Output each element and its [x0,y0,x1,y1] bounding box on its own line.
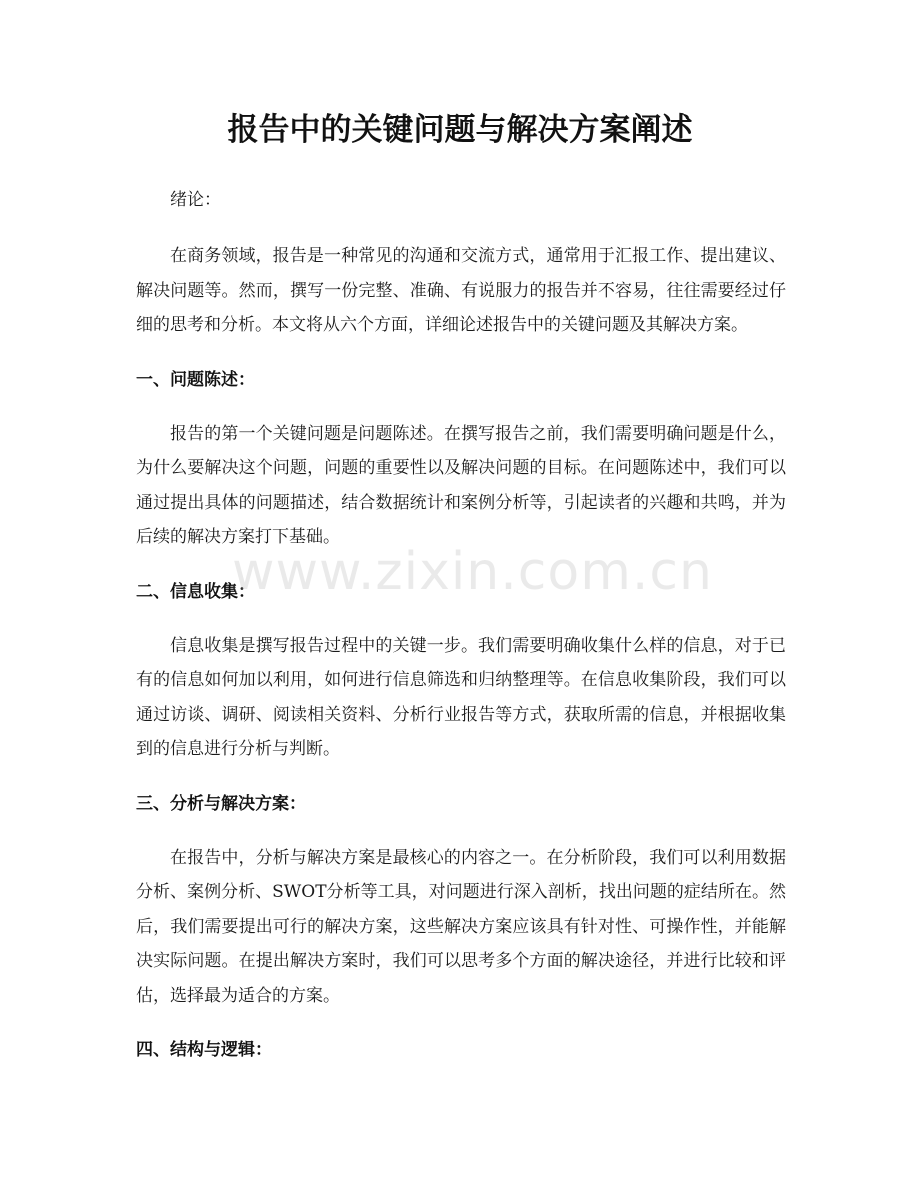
section-heading-information-collection: 二、信息收集： [136,581,255,602]
section-heading-problem-statement: 一、问题陈述： [136,369,255,390]
section-heading-structure-logic: 四、结构与逻辑： [136,1040,272,1060]
section-paragraph-information-collection: 信息收集是撰写报告过程中的关键一步。我们需要明确收集什么样的信息，对于已有的信息如何加以利用，如何进行信息筛选和归纳整理等。在信息收集阶段，我们可以通过访谈、调研、阅读相关资料、分析行业报告等方式，获取所需的信息，并根据收集到的信息进行分析与判断。 [136,635,786,759]
intro-label: 绪论： [170,190,221,210]
watermark: www.zixin.com.cn [232,542,713,602]
document-title: 报告中的关键问题与解决方案阐述 [227,112,693,148]
section-paragraph-analysis-solution: 在报告中，分析与解决方案是最核心的内容之一。在分析阶段，我们可以利用数据分析、案例分析、SWOT分析等工具，对问题进行深入剖析，找出问题的症结所在。然后，我们需要提出可行的解决方案，这些解决方案应该具有针对性、可操作性，并能解决实际问题。在提出解决方案时，我们可以思考多个方面的解决途径，并进行比较和评估，选择最为适合的方案。 [136,847,786,1006]
section-heading-analysis-solution: 三、分析与解决方案： [136,793,306,814]
document-body [136,183,786,1087]
section-paragraph-problem-statement: 报告的第一个关键问题是问题陈述。在撰写报告之前，我们需要明确问题是什么，为什么要解决这个问题，问题的重要性以及解决问题的目标。在问题陈述中，我们可以通过提出具体的问题描述，结合数据统计和案例分析等，引起读者的兴趣和共鸣，并为后续的解决方案打下基础。 [136,423,786,547]
intro-paragraph: 在商务领域，报告是一种常见的沟通和交流方式，通常用于汇报工作、提出建议、解决问题等。然而，撰写一份完整、准确、有说服力的报告并不容易，往往需要经过仔细的思考和分析。本文将从六个方面，详细论述报告中的关键问题及其解决方案。 [136,246,786,335]
